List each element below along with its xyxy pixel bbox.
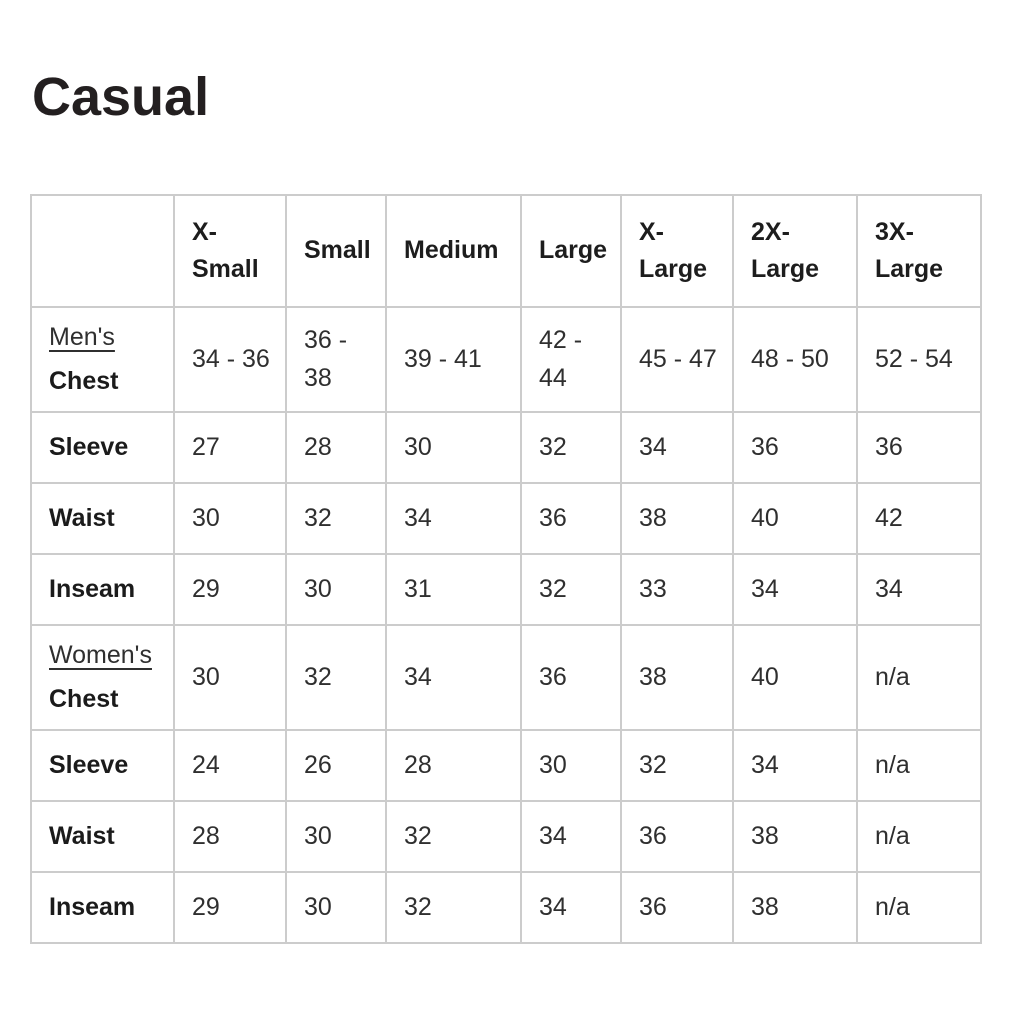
header-cell-x-large: X-Large xyxy=(621,195,733,307)
size-cell: 36 xyxy=(521,625,621,730)
size-cell: 28 xyxy=(386,730,521,801)
row-label: Waist xyxy=(49,821,115,850)
size-cell: 34 xyxy=(733,554,857,625)
size-cell: 36 xyxy=(733,412,857,483)
size-cell: 30 xyxy=(286,554,386,625)
row-label: Inseam xyxy=(49,892,136,921)
size-cell: 32 xyxy=(286,625,386,730)
size-cell: 34 xyxy=(386,625,521,730)
row-label-cell xyxy=(31,554,174,625)
row-label: Chest xyxy=(49,366,119,395)
row-label-cell xyxy=(31,801,174,872)
page-title: Casual xyxy=(32,67,210,127)
size-cell: 30 xyxy=(174,625,286,730)
size-cell: n/a xyxy=(857,730,981,801)
size-cell: 33 xyxy=(621,554,733,625)
header-cell-large: Large xyxy=(521,195,621,307)
table-row-mens-waist xyxy=(31,483,981,554)
row-label: Sleeve xyxy=(49,432,129,461)
size-cell: 29 xyxy=(174,554,286,625)
size-cell: 26 xyxy=(286,730,386,801)
table-row-mens-inseam xyxy=(31,554,981,625)
size-cell: 34 xyxy=(521,801,621,872)
row-label-cell xyxy=(31,625,174,730)
size-cell: 34 xyxy=(386,483,521,554)
row-label-cell xyxy=(31,483,174,554)
header-cell-3x-large: 3X-Large xyxy=(857,195,981,307)
table-row-womens-inseam xyxy=(31,872,981,943)
group-label-mens: Men's xyxy=(49,323,115,351)
row-label: Inseam xyxy=(49,574,136,603)
row-label: Sleeve xyxy=(49,750,129,779)
size-cell: 40 xyxy=(733,625,857,730)
size-cell: 36 - 38 xyxy=(286,307,386,412)
size-cell: 28 xyxy=(286,412,386,483)
row-label-cell xyxy=(31,730,174,801)
row-label-cell xyxy=(31,872,174,943)
size-cell: 30 xyxy=(174,483,286,554)
size-cell: 24 xyxy=(174,730,286,801)
table-row-mens-sleeve xyxy=(31,412,981,483)
size-cell: n/a xyxy=(857,625,981,730)
size-cell: 34 xyxy=(733,730,857,801)
row-label-cell xyxy=(31,307,174,412)
size-cell: 32 xyxy=(286,483,386,554)
size-cell: 36 xyxy=(521,483,621,554)
size-cell: 30 xyxy=(286,872,386,943)
size-cell: 38 xyxy=(733,801,857,872)
row-label-cell xyxy=(31,412,174,483)
table-row-womens-chest xyxy=(31,625,981,730)
size-cell: 36 xyxy=(621,872,733,943)
size-cell: 31 xyxy=(386,554,521,625)
size-cell: 29 xyxy=(174,872,286,943)
size-cell: 36 xyxy=(857,412,981,483)
header-cell-medium: Medium xyxy=(386,195,521,307)
table-row-mens-chest xyxy=(31,307,981,412)
header-cell-small: Small xyxy=(286,195,386,307)
size-cell: 36 xyxy=(621,801,733,872)
size-cell: 48 - 50 xyxy=(733,307,857,412)
size-cell: 32 xyxy=(386,872,521,943)
size-cell: n/a xyxy=(857,872,981,943)
group-label-womens: Women's xyxy=(49,641,152,669)
header-cell-2x-large: 2X-Large xyxy=(733,195,857,307)
size-cell: 42 xyxy=(857,483,981,554)
row-label: Chest xyxy=(49,684,119,713)
size-cell: 28 xyxy=(174,801,286,872)
size-cell: 34 - 36 xyxy=(174,307,286,412)
size-cell: 45 - 47 xyxy=(621,307,733,412)
size-cell: 42 - 44 xyxy=(521,307,621,412)
size-cell: 52 - 54 xyxy=(857,307,981,412)
size-cell: 30 xyxy=(521,730,621,801)
size-cell: n/a xyxy=(857,801,981,872)
size-cell: 30 xyxy=(286,801,386,872)
size-cell: 32 xyxy=(521,554,621,625)
size-cell: 30 xyxy=(386,412,521,483)
size-cell: 39 - 41 xyxy=(386,307,521,412)
size-cell: 34 xyxy=(621,412,733,483)
table-row-womens-waist xyxy=(31,801,981,872)
table-header-row xyxy=(31,195,981,307)
size-cell: 32 xyxy=(386,801,521,872)
size-cell: 40 xyxy=(733,483,857,554)
size-cell: 34 xyxy=(857,554,981,625)
size-cell: 38 xyxy=(733,872,857,943)
row-label: Waist xyxy=(49,503,115,532)
size-cell: 27 xyxy=(174,412,286,483)
size-cell: 38 xyxy=(621,625,733,730)
size-cell: 32 xyxy=(521,412,621,483)
header-cell-blank xyxy=(31,195,174,307)
table-row-womens-sleeve xyxy=(31,730,981,801)
header-cell-x-small: X-Small xyxy=(174,195,286,307)
size-cell: 34 xyxy=(521,872,621,943)
size-cell: 32 xyxy=(621,730,733,801)
size-chart-table xyxy=(30,194,982,944)
size-cell: 38 xyxy=(621,483,733,554)
